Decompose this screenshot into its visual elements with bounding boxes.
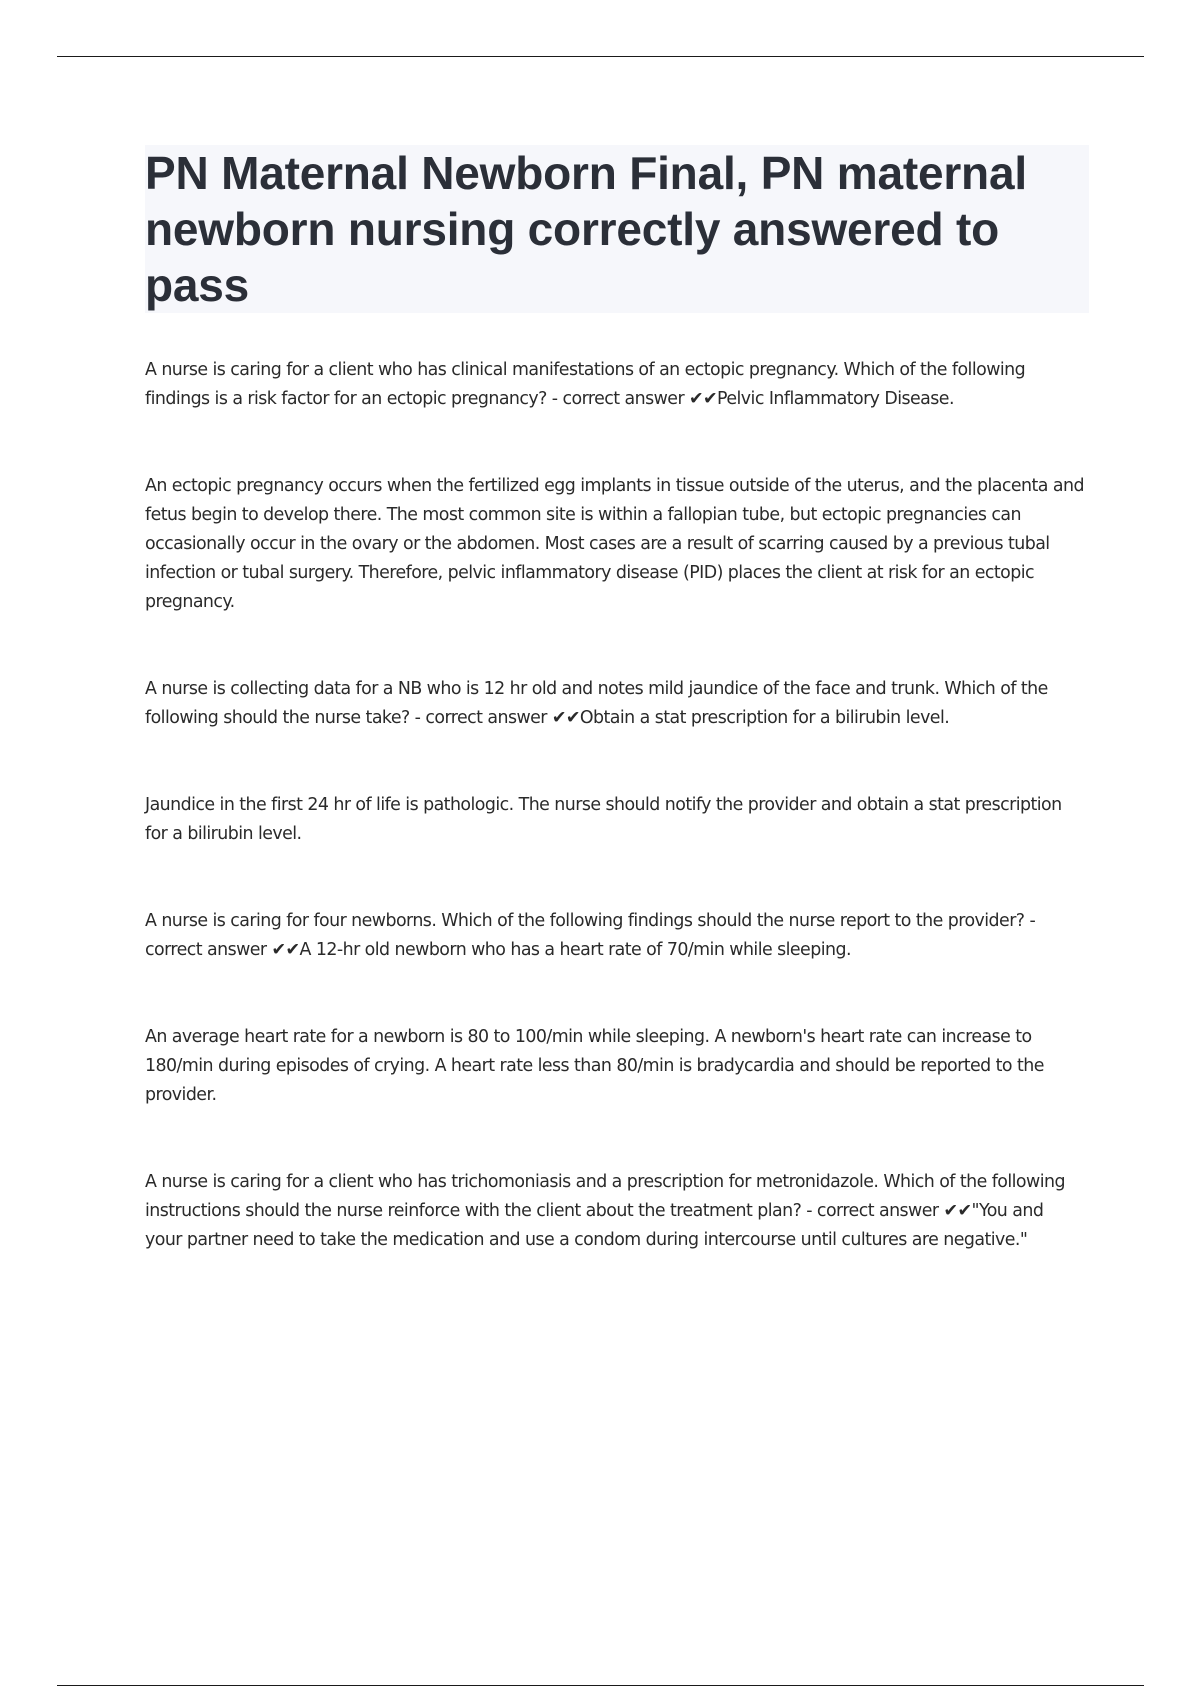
question-trichomoniasis: A nurse is caring for a client who has trichomoniasis and a prescription for metronidazole. Which of the following instructions should the nurse reinforce with the client about the treatment plan? - correct answer ✔✔"You and your partner need to take the medication and use a condom during intercourse until cultures are negative." xyxy=(145,1172,1065,1250)
footer-rule xyxy=(57,1685,1144,1686)
page-title: PN Maternal Newborn Final, PN maternal newborn nursing correctly answered to pass xyxy=(145,147,1027,311)
explanation-ectopic: An ectopic pregnancy occurs when the fertilized egg implants in tissue outside of the uterus, and the placenta and fetus begin to develop there. The most common site is within a fallopian tube, but ectopic pregnancies can occasionally occur in the ovary or the abdomen. Most cases are a result of scarring caused by a previous tubal infection or tubal surgery. Therefore, pelvic inflammatory disease (PID) places the client at risk for an ectopic pregnancy. xyxy=(145,476,1084,612)
explanation-heart-rate: An average heart rate for a newborn is 80 to 100/min while sleeping. A newborn's heart rate can increase to 180/min during episodes of crying. A heart rate less than 80/min is bradycardia and should be reported to the provider. xyxy=(145,1027,1044,1105)
header-rule xyxy=(57,56,1144,57)
title-block xyxy=(145,145,1089,313)
question-ectopic-risk: A nurse is caring for a client who has clinical manifestations of an ectopic pregnancy. Which of the following findings is a risk factor for an ectopic pregnancy? - correct answer ✔✔Pelvic Inflammatory Disease. xyxy=(145,360,1026,409)
question-newborn-jaundice: A nurse is collecting data for a NB who is 12 hr old and notes mild jaundice of the face and trunk. Which of the following should the nurse take? - correct answer ✔✔Obtain a stat prescription for a bilirubin level. xyxy=(145,679,1048,728)
question-newborn-heart-rate: A nurse is caring for four newborns. Which of the following findings should the nurse report to the provider? - correct answer ✔✔A 12-hr old newborn who has a heart rate of 70/min while sleeping. xyxy=(145,911,1036,960)
document-body xyxy=(145,356,1085,1255)
explanation-jaundice: Jaundice in the first 24 hr of life is pathologic. The nurse should notify the provider and obtain a stat prescription for a bilirubin level. xyxy=(145,795,1062,844)
